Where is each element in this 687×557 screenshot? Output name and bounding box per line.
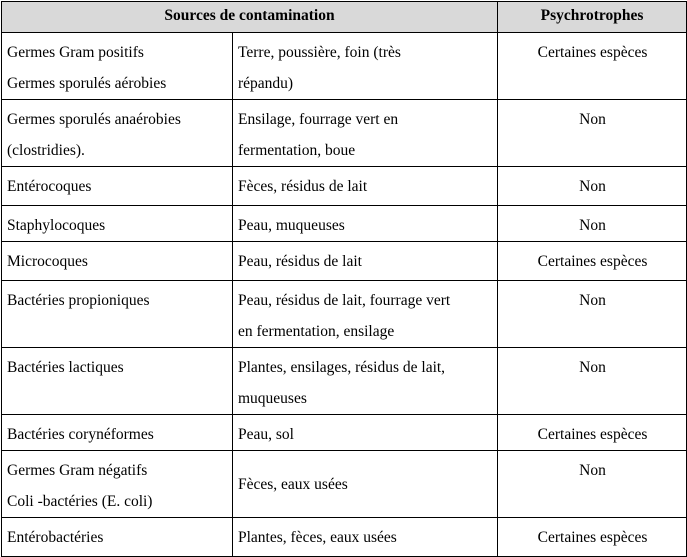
source-line: Ensilage, fourrage vert en (238, 111, 399, 128)
header-row (2, 2, 687, 33)
germ-line: Staphylocoques (7, 217, 106, 234)
psychrotroph-cell: Non (498, 167, 687, 206)
germ-cell (2, 206, 233, 242)
germ-cell (2, 33, 233, 100)
header-sources: Sources de contamination (2, 2, 498, 33)
contamination-table (1, 1, 687, 557)
source-line: en fermentation, ensilage (238, 323, 395, 340)
source-cell (233, 518, 498, 557)
germ-line: (clostridies). (7, 142, 85, 159)
source-line: Peau, muqueuses (238, 217, 345, 234)
table-row (2, 167, 687, 206)
germ-line: Coli -bactéries (E. coli) (7, 493, 153, 510)
source-line: Plantes, ensilages, résidus de lait, (238, 359, 446, 376)
source-cell (233, 348, 498, 415)
psychrotroph-cell: Certaines espèces (498, 33, 687, 100)
table-row (2, 281, 687, 348)
germ-line: Bactéries propioniques (7, 292, 150, 309)
source-cell (233, 167, 498, 206)
source-line: Peau, résidus de lait (238, 253, 362, 270)
source-cell (233, 242, 498, 281)
psychrotroph-cell: Certaines espèces (498, 518, 687, 557)
table-row (2, 451, 687, 518)
source-cell (233, 415, 498, 451)
germ-line: Germes Gram négatifs (7, 462, 148, 479)
germ-line: Germes sporulés anaérobies (7, 111, 181, 128)
germ-line: Bactéries lactiques (7, 359, 124, 376)
psychrotroph-cell: Non (498, 451, 687, 518)
source-line: Plantes, fèces, eaux usées (238, 529, 397, 546)
table-row (2, 348, 687, 415)
germ-line: Germes sporulés aérobies (7, 75, 167, 92)
germ-cell (2, 451, 233, 518)
source-cell (233, 281, 498, 348)
table-row (2, 242, 687, 281)
germ-line: Entérocoques (7, 178, 92, 195)
germ-line: Microcoques (7, 253, 88, 270)
psychrotroph-cell: Non (498, 281, 687, 348)
header-psychrotrophes: Psychrotrophes (498, 2, 687, 33)
germ-cell (2, 100, 233, 167)
source-line: fermentation, boue (238, 142, 356, 159)
source-line: Peau, sol (238, 426, 294, 443)
psychrotroph-cell: Certaines espèces (498, 415, 687, 451)
germ-cell (2, 348, 233, 415)
table-row (2, 415, 687, 451)
source-line: Terre, poussière, foin (très (238, 44, 401, 61)
source-line: répandu) (238, 75, 294, 92)
table-row (2, 100, 687, 167)
source-cell (233, 206, 498, 242)
source-cell (233, 33, 498, 100)
source-cell (233, 100, 498, 167)
table-row (2, 206, 687, 242)
psychrotroph-cell: Non (498, 348, 687, 415)
germ-cell (2, 518, 233, 557)
germ-cell (2, 167, 233, 206)
source-line: Fèces, eaux usées (238, 475, 348, 493)
germ-line: Germes Gram positifs (7, 44, 144, 61)
source-line: Fèces, résidus de lait (238, 178, 368, 195)
table-row (2, 518, 687, 557)
germ-cell (2, 415, 233, 451)
table-row (2, 33, 687, 100)
psychrotroph-cell: Non (498, 100, 687, 167)
germ-cell (2, 242, 233, 281)
source-line: Peau, résidus de lait, fourrage vert (238, 292, 451, 309)
source-cell (233, 451, 498, 518)
psychrotroph-cell: Certaines espèces (498, 242, 687, 281)
germ-line: Entérobactéries (7, 529, 104, 546)
germ-cell (2, 281, 233, 348)
germ-line: Bactéries corynéformes (7, 426, 154, 443)
source-line: muqueuses (238, 390, 307, 407)
psychrotroph-cell: Non (498, 206, 687, 242)
